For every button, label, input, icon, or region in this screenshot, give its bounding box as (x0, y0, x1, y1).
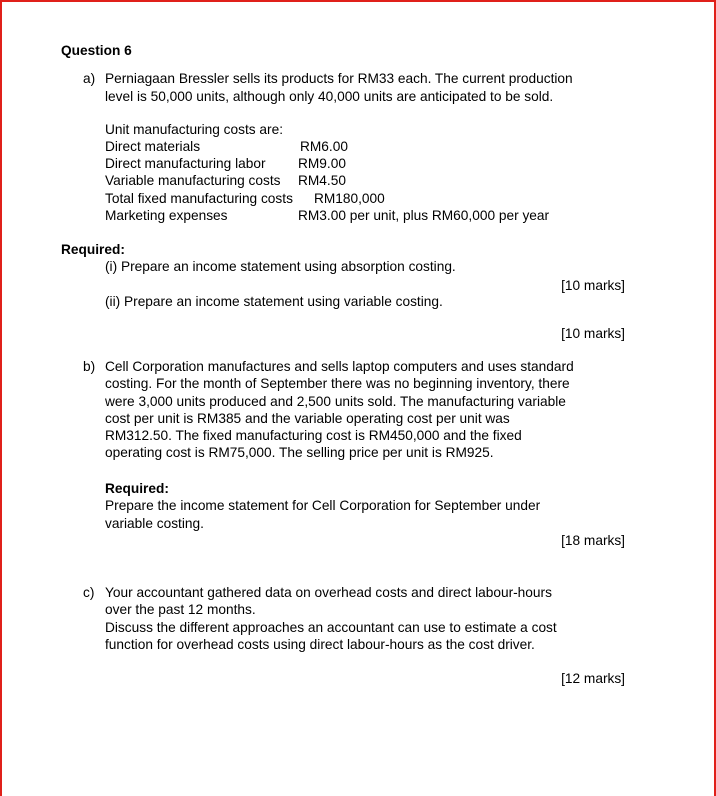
part-b-required-line-2: variable costing. (105, 516, 204, 531)
part-c-line: Your accountant gathered data on overhead costs and direct labour-hours (105, 585, 552, 600)
part-b-line: RM312.50. The fixed manufacturing cost is RM450,000 and the fixed (105, 428, 522, 444)
part-b-required-line-1: Prepare the income statement for Cell Corporation for September under (105, 498, 541, 513)
part-c-line: Discuss the different approaches an accountant can use to estimate a cost (105, 619, 557, 635)
part-b-line: operating cost is RM75,000. The selling price per unit is RM925. (105, 445, 494, 461)
part-c-marks: [12 marks] (561, 671, 625, 686)
cost-label-marketing: Marketing expenses (105, 208, 228, 223)
cost-value-direct-labor: RM9.00 (298, 156, 346, 171)
part-b-label: b) (83, 359, 96, 374)
cost-value-variable-manufacturing: RM4.50 (298, 173, 346, 188)
part-b-paragraph (105, 358, 574, 462)
cost-label-total-fixed: Total fixed manufacturing costs (105, 191, 293, 206)
cost-value-direct-materials: RM6.00 (300, 139, 348, 154)
marks-ii: [10 marks] (561, 326, 625, 341)
part-b-line: cost per unit is RM385 and the variable operating cost per unit was (105, 410, 510, 426)
cost-value-total-fixed: RM180,000 (314, 191, 385, 206)
costs-heading: Unit manufacturing costs are: (105, 122, 284, 137)
marks-i: [10 marks] (561, 278, 625, 293)
part-b-line: were 3,000 units produced and 2,500 units sold. The manufacturing variable (105, 393, 566, 409)
requirement-ii: (ii) Prepare an income statement using variable costing. (105, 294, 443, 309)
part-a-required-heading: Required: (61, 242, 125, 257)
part-c-paragraph (105, 584, 557, 653)
part-b-line: costing. For the month of September there was no beginning inventory, there (105, 376, 570, 392)
question-title: Question 6 (61, 43, 132, 58)
part-a-line-2: level is 50,000 units, although only 40,000 units are anticipated to be sold. (105, 89, 554, 104)
cost-label-variable-manufacturing: Variable manufacturing costs (105, 173, 281, 188)
part-c-label: c) (83, 585, 95, 600)
requirement-i: (i) Prepare an income statement using absorption costing. (105, 259, 456, 274)
cost-value-marketing: RM3.00 per unit, plus RM60,000 per year (298, 208, 550, 223)
part-b-required-heading: Required: (105, 481, 169, 496)
cost-label-direct-materials: Direct materials (105, 139, 201, 154)
part-a-label: a) (83, 71, 96, 86)
part-a-line-1: Perniagaan Bressler sells its products for RM33 each. The current production (105, 71, 573, 86)
part-b-line: Cell Corporation manufactures and sells laptop computers and uses standard (105, 359, 574, 374)
cost-label-direct-labor: Direct manufacturing labor (105, 156, 266, 171)
part-c-line: over the past 12 months. (105, 602, 256, 618)
part-c-line: function for overhead costs using direct labour-hours as the cost driver. (105, 636, 535, 652)
part-b-marks: [18 marks] (561, 533, 625, 548)
